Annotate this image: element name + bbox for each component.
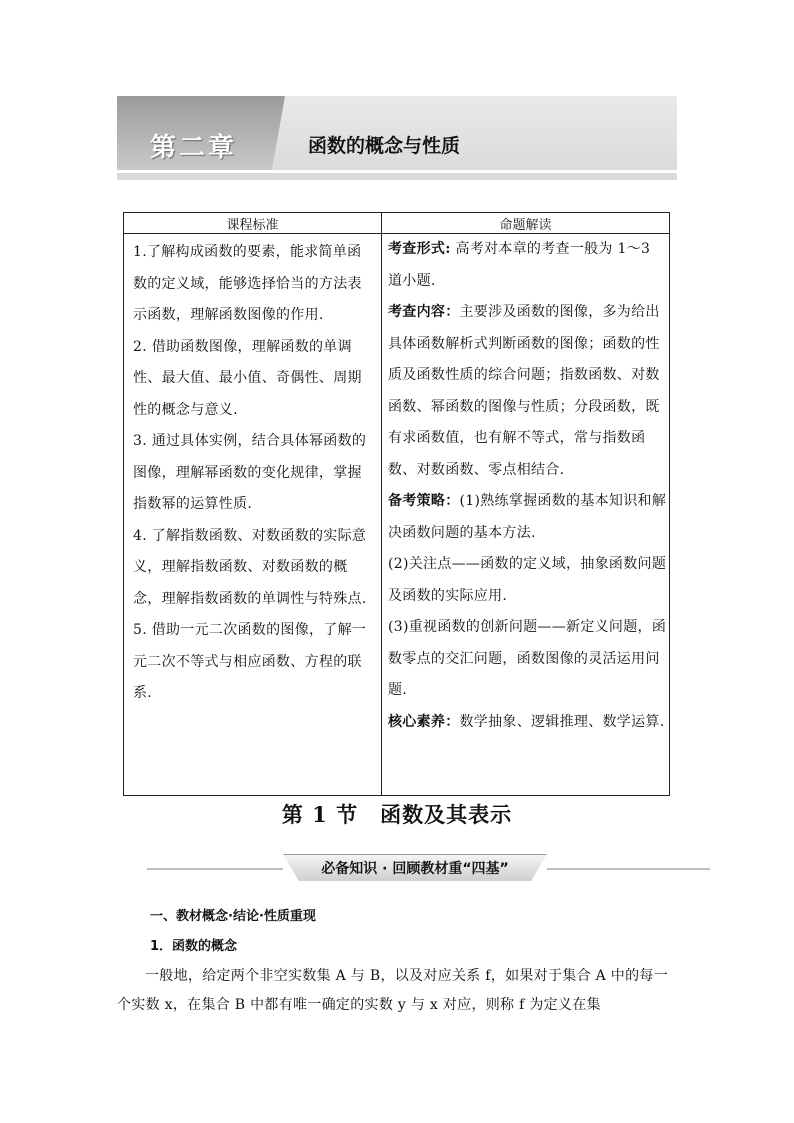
exam-content-label: 考查内容： [388, 304, 460, 320]
prep-strategy-label: 备考策略： [388, 493, 460, 509]
core-literacy-text: 数学抽象、逻辑推理、数学运算. [459, 713, 665, 730]
heading-function-concept: 1．函数的概念 [150, 939, 238, 954]
chapter-number: 第二章 [150, 133, 238, 163]
exam-form-text: 高考对本章的考查一般为 1～3 道小题. [388, 241, 651, 289]
standard-item: 5. 借助一元二次函数的图像，了解一元二次不等式与相应函数、方程的联系. [133, 622, 367, 701]
standard-item: 2. 借助函数图像，理解函数的单调性、最大值、最小值、奇偶性、周期性的概念与意义. [133, 338, 362, 418]
table-header-row [124, 213, 670, 234]
banner-divider [117, 170, 677, 173]
ribbon-line-left [147, 868, 283, 870]
exam-content [388, 297, 667, 486]
heading-concepts: 一、教材概念·结论·性质重现 [150, 909, 316, 924]
header-exam-interpretation: 命题解读 [382, 213, 670, 234]
prep-strategy-item: (2)关注点——函数的定义域，抽象函数问题及函数的实际应用. [388, 556, 667, 604]
body-paragraph: 一般地，给定两个非空实数集 A 与 B，以及对应关系 f，如果对于集合 A 中的每一个实数 x，在集合 B 中都有唯一确定的实数 y 与 x 对应，则称 f 为定义在集 [117, 968, 668, 1013]
table-body-row [124, 234, 670, 796]
core-literacy [388, 707, 667, 739]
core-literacy-label: 核心素养： [388, 713, 460, 730]
prep-strategy-item: (3)重视函数的创新问题——新定义问题，函数零点的交汇问题，函数图像的灵活运用问题. [388, 619, 667, 698]
ribbon-text: 必备知识 · 回顾教材重“四基” [321, 861, 509, 877]
curriculum-table [123, 212, 670, 796]
exam-form-label: 考查形式: [388, 241, 451, 257]
standard-item: 3. 通过具体实例，结合具体幂函数的图像，理解幂函数的变化规律，掌握指数幂的运算性质. [133, 433, 367, 512]
prep-strategy-item: (1)熟练掌握函数的基本知识和解决函数问题的基本方法. [388, 493, 667, 541]
chapter-title: 函数的概念与性质 [308, 135, 461, 157]
section-title: 第 1 节 函数及其表示 [281, 802, 513, 827]
prep-strategy [388, 486, 667, 549]
exam-form [388, 234, 667, 297]
standard-item: 1.了解构成函数的要素，能求简单函数的定义域，能够选择恰当的方法表示函数，理解函数图像的作用. [133, 244, 362, 323]
curriculum-standard-cell [124, 234, 382, 796]
exam-interpretation-cell [382, 234, 670, 796]
header-curriculum-standard: 课程标准 [124, 213, 382, 234]
ribbon-line-right [547, 868, 710, 870]
standard-item: 4. 了解指数函数、对数函数的实际意义，理解指数函数、对数函数的概念，理解指数函数的单调性与特殊点. [133, 527, 367, 607]
exam-content-text: 主要涉及函数的图像，多为给出具体函数解析式判断函数的图像；函数的性质及函数性质的综合问题；指数函数、对数函数、幂函数的图像与性质；分段函数，既有求函数值，也有解不等式，常与指数函数、对数函数、零点相结合. [388, 304, 660, 478]
